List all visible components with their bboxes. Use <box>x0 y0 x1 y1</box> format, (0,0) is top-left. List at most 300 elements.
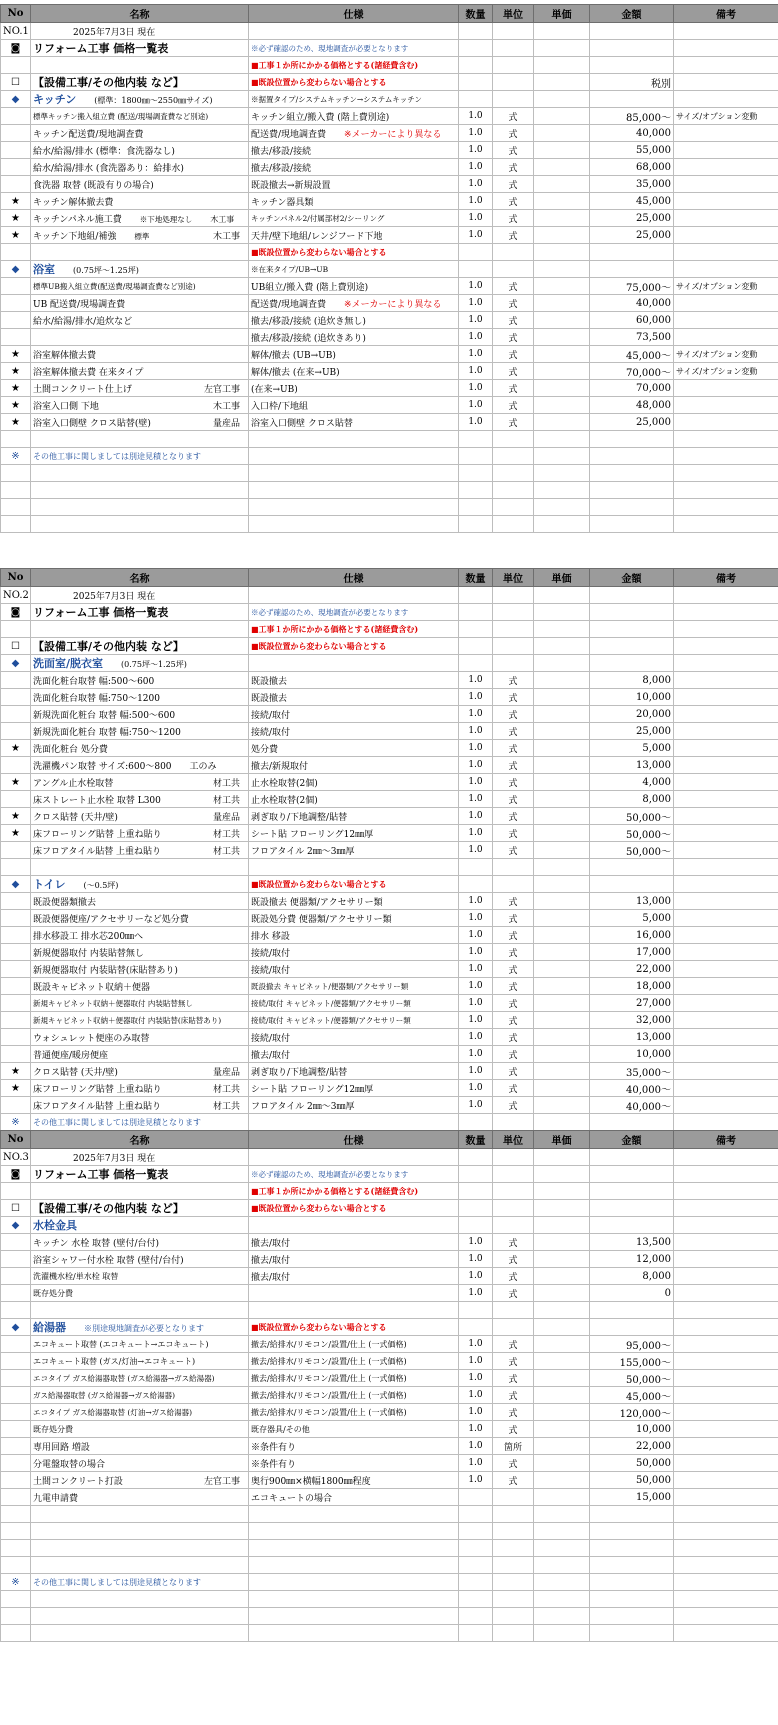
item-unit: 式 <box>493 1285 534 1302</box>
equip-label: 【設備工事/その他内装 など】 <box>31 1200 249 1217</box>
item-unit: 式 <box>493 1234 534 1251</box>
diamond-icon: ◆ <box>1 261 31 278</box>
item-spec: 入口枠/下地組 <box>249 397 459 414</box>
table-row <box>1 1063 778 1080</box>
item-qty: 1.0 <box>459 825 493 842</box>
item-qty: 1.0 <box>459 672 493 689</box>
item-qty: 1.0 <box>459 1353 493 1370</box>
item-unit: 式 <box>493 1251 534 1268</box>
item-amount: 40,000 <box>590 295 674 312</box>
item-amount: 40,000～ <box>590 1097 674 1114</box>
item-unit: 式 <box>493 1063 534 1080</box>
item-amount: 50,000 <box>590 1472 674 1489</box>
header-qty: 数量 <box>459 1131 493 1149</box>
header-no: No <box>1 5 31 23</box>
price-sheet-3 <box>0 1130 778 1642</box>
table-row <box>1 1472 778 1489</box>
item-qty: 1.0 <box>459 1370 493 1387</box>
item-name: エコタイプ ガス給湯器取替 (ガス給湯器→ガス給湯器) <box>31 1370 249 1387</box>
equip-row <box>1 74 778 91</box>
item-name: 床フロアタイル貼替 上重ね貼り 材工共 <box>31 1097 249 1114</box>
item-qty: 1.0 <box>459 757 493 774</box>
sheet-no: NO.1 <box>1 23 31 40</box>
item-amount: 13,500 <box>590 1234 674 1251</box>
table-row <box>1 346 778 363</box>
item-name: エコタイプ ガス給湯器取替 (灯油→ガス給湯器) <box>31 1404 249 1421</box>
item-unit: 式 <box>493 689 534 706</box>
item-unit: 式 <box>493 1080 534 1097</box>
item-unit: 式 <box>493 842 534 859</box>
other-note-row <box>1 1114 778 1131</box>
checkbox-icon: ☐ <box>1 74 31 91</box>
table-row <box>1 1438 778 1455</box>
header-spec: 仕様 <box>249 569 459 587</box>
item-note: サイズ/オプション変動 <box>674 278 778 295</box>
item-name: UB 配送費/現場調査費 <box>31 295 249 312</box>
item-spec: キッチンパネル2/付属部材2/シーリング <box>249 210 459 227</box>
item-qty: 1.0 <box>459 1251 493 1268</box>
section-title: 給湯器 ※別途現地調査が必要となります <box>31 1319 249 1336</box>
item-spec: 既設撤去 キャビネット/便器類/アクセサリー類 <box>249 978 459 995</box>
item-spec: (在来→UB) <box>249 380 459 397</box>
item-qty: 1.0 <box>459 791 493 808</box>
item-spec: 奥行900㎜×横幅1800㎜程度 <box>249 1472 459 1489</box>
header-note: 備考 <box>674 1131 778 1149</box>
title-row <box>1 40 778 57</box>
item-name: 標準キッチン搬入組立費 (配送/現場調査費など別途) <box>31 108 249 125</box>
item-unit: 式 <box>493 1387 534 1404</box>
item-spec: 配送費/現地調査費 ※メーカーにより異なる <box>249 295 459 312</box>
price-sheet-2 <box>0 568 778 1131</box>
item-name: クロス貼替 (天井/壁) 量産品 <box>31 1063 249 1080</box>
table-row <box>1 910 778 927</box>
equip-row <box>1 1200 778 1217</box>
table-row <box>1 397 778 414</box>
item-spec: ※条件有り <box>249 1455 459 1472</box>
item-spec: 撤去/給排水/リモコン/設置/仕上 (一式価格) <box>249 1353 459 1370</box>
diamond-icon: ◆ <box>1 876 31 893</box>
notice-survey: ※必ず確認のため、現地調査が必要となります <box>249 604 459 621</box>
item-qty: 1.0 <box>459 1438 493 1455</box>
item-unit: 式 <box>493 108 534 125</box>
section-title: 水栓金具 <box>31 1217 249 1234</box>
table-row <box>1 244 778 261</box>
item-amount: 45,000～ <box>590 346 674 363</box>
item-spec: 既設撤去→新規設置 <box>249 176 459 193</box>
item-name: 既設便器便座/アクセサリーなど処分費 <box>31 910 249 927</box>
notice-row <box>1 621 778 638</box>
item-unit: 式 <box>493 397 534 414</box>
star-icon: ★ <box>1 808 31 825</box>
item-unit: 式 <box>493 774 534 791</box>
header-no: No <box>1 1131 31 1149</box>
section-title: トイレ (～0.5坪) <box>31 876 249 893</box>
title-mark-icon: ◙ <box>1 1166 31 1183</box>
item-unit: 式 <box>493 210 534 227</box>
item-name: 専用回路 増設 <box>31 1438 249 1455</box>
item-amount: 32,000 <box>590 1012 674 1029</box>
item-spec <box>249 1285 459 1302</box>
item-amount: 13,000 <box>590 893 674 910</box>
item-amount: 50,000～ <box>590 825 674 842</box>
item-spec: 浴室入口側壁 クロス貼替 <box>249 414 459 431</box>
item-amount: 16,000 <box>590 927 674 944</box>
item-amount: 35,000 <box>590 176 674 193</box>
sheet-title: リフォーム工事 価格一覧表 <box>31 604 249 621</box>
item-name: 土間コンクリート打設 左官工事 <box>31 1472 249 1489</box>
item-name: キッチン下地組/補強 標準 木工事 <box>31 227 249 244</box>
notice-survey: ※必ず確認のため、現地調査が必要となります <box>249 1166 459 1183</box>
item-name: 分電盤取替の場合 <box>31 1455 249 1472</box>
table-row <box>1 125 778 142</box>
item-amount: 25,000 <box>590 723 674 740</box>
item-name: 洗濯機パン取替 サイズ:600～800 工のみ <box>31 757 249 774</box>
item-name: 新規洗面化粧台 取替 幅:500～600 <box>31 706 249 723</box>
table-row <box>1 723 778 740</box>
item-name: 新規キャビネット収納＋便器取付 内装貼替(床貼替あり) <box>31 1012 249 1029</box>
item-qty: 1.0 <box>459 278 493 295</box>
item-spec: 撤去/取付 <box>249 1234 459 1251</box>
item-spec: UB組立/搬入費 (階上費別途) <box>249 278 459 295</box>
header-note: 備考 <box>674 569 778 587</box>
section-spec: ※在来タイプ/UB→UB <box>249 261 459 278</box>
item-qty <box>459 1489 493 1506</box>
section-title: 浴室 (0.75坪～1.25坪) <box>31 261 249 278</box>
sheet-date: 2025年7月3日 現在 <box>31 1149 249 1166</box>
table-row <box>1 1404 778 1421</box>
item-spec: 接続/取付 <box>249 1029 459 1046</box>
item-unit: 式 <box>493 961 534 978</box>
title-row <box>1 1166 778 1183</box>
table-row <box>1 740 778 757</box>
item-qty: 1.0 <box>459 1063 493 1080</box>
item-qty: 1.0 <box>459 774 493 791</box>
table-row <box>1 414 778 431</box>
item-unit: 式 <box>493 723 534 740</box>
item-qty: 1.0 <box>459 910 493 927</box>
item-qty: 1.0 <box>459 944 493 961</box>
item-name: ガス給湯器取替 (ガス給湯器→ガス給湯器) <box>31 1387 249 1404</box>
sheet-date: 2025年7月3日 現在 <box>31 23 249 40</box>
item-amount: 73,500 <box>590 329 674 346</box>
item-unit: 式 <box>493 159 534 176</box>
item-name: エコキュート取替 (エコキュート→エコキュート) <box>31 1336 249 1353</box>
table-row <box>1 312 778 329</box>
item-qty: 1.0 <box>459 363 493 380</box>
header-unit: 単位 <box>493 5 534 23</box>
item-qty: 1.0 <box>459 193 493 210</box>
item-amount: 45,000～ <box>590 1387 674 1404</box>
table-row <box>1 1455 778 1472</box>
item-unit: 式 <box>493 176 534 193</box>
item-qty: 1.0 <box>459 927 493 944</box>
star-icon: ★ <box>1 1063 31 1080</box>
item-qty: 1.0 <box>459 978 493 995</box>
sheet-title: リフォーム工事 価格一覧表 <box>31 1166 249 1183</box>
table-row <box>1 944 778 961</box>
item-spec: キッチン器具類 <box>249 193 459 210</box>
table-row <box>1 995 778 1012</box>
item-amount: 48,000 <box>590 397 674 414</box>
header-price: 単価 <box>534 569 590 587</box>
other-note-row <box>1 448 778 465</box>
table-row <box>1 1268 778 1285</box>
item-amount: 15,000 <box>590 1489 674 1506</box>
equip-label: 【設備工事/その他内装 など】 <box>31 638 249 655</box>
item-qty: 1.0 <box>459 329 493 346</box>
table-row <box>1 978 778 995</box>
item-amount: 10,000 <box>590 1421 674 1438</box>
table-row <box>1 1489 778 1506</box>
item-unit: 式 <box>493 995 534 1012</box>
star-icon: ★ <box>1 380 31 397</box>
item-amount: 35,000～ <box>590 1063 674 1080</box>
item-spec: 剥ぎ取り/下地調整/貼替 <box>249 1063 459 1080</box>
item-unit: 式 <box>493 1421 534 1438</box>
header-name: 名称 <box>31 569 249 587</box>
table-row <box>1 757 778 774</box>
item-qty: 1.0 <box>459 210 493 227</box>
item-name: 新規便器取付 内装貼替(床貼替あり) <box>31 961 249 978</box>
item-name: 浴室シャワー付水栓 取替 (壁付/台付) <box>31 1251 249 1268</box>
tax-label: 税別 <box>590 74 674 91</box>
item-amount: 70,000 <box>590 380 674 397</box>
keep-position-note: ■既設位置から変わらない場合とする <box>249 74 459 91</box>
item-qty: 1.0 <box>459 995 493 1012</box>
item-qty: 1.0 <box>459 1285 493 1302</box>
item-qty: 1.0 <box>459 961 493 978</box>
section-title: 洗面室/脱衣室 (0.75坪～1.25坪) <box>31 655 249 672</box>
item-qty: 1.0 <box>459 1268 493 1285</box>
item-name: 新規キャビネット収納＋便器取付 内装貼替無し <box>31 995 249 1012</box>
item-amount: 18,000 <box>590 978 674 995</box>
item-spec: 止水栓取替(2個) <box>249 774 459 791</box>
star-icon: ★ <box>1 346 31 363</box>
notice-row <box>1 57 778 74</box>
item-amount: 5,000 <box>590 910 674 927</box>
item-spec: ※条件有り <box>249 1438 459 1455</box>
table-row <box>1 825 778 842</box>
item-name <box>31 329 249 346</box>
reference-mark-icon: ※ <box>1 1114 31 1131</box>
section-bath <box>1 261 778 278</box>
other-note: その他工事に関しましては別途見積となります <box>31 448 249 465</box>
item-spec: 配送費/現地調査費 ※メーカーにより異なる <box>249 125 459 142</box>
table-row <box>1 1012 778 1029</box>
item-name: 床ストレート止水栓 取替 L300 材工共 <box>31 791 249 808</box>
diamond-icon: ◆ <box>1 91 31 108</box>
sheet-title: リフォーム工事 価格一覧表 <box>31 40 249 57</box>
item-qty: 1.0 <box>459 380 493 397</box>
item-amount: 13,000 <box>590 1029 674 1046</box>
item-unit: 式 <box>493 893 534 910</box>
item-amount: 40,000 <box>590 125 674 142</box>
table-row <box>1 1353 778 1370</box>
header-row <box>1 1131 778 1149</box>
item-unit: 式 <box>493 791 534 808</box>
item-amount: 0 <box>590 1285 674 1302</box>
notice-price: ■工事１か所にかかる価格とする(諸経費含む) <box>249 57 459 74</box>
item-qty: 1.0 <box>459 227 493 244</box>
item-name: エコキュート取替 (ガス/灯油→エコキュート) <box>31 1353 249 1370</box>
diamond-icon: ◆ <box>1 1217 31 1234</box>
item-unit: 式 <box>493 910 534 927</box>
sheet-no-row <box>1 587 778 604</box>
item-spec: 天井/壁下地組/レンジフード下地 <box>249 227 459 244</box>
item-unit: 式 <box>493 363 534 380</box>
item-spec: 既設撤去 便器類/アクセサリー類 <box>249 893 459 910</box>
price-sheet-1 <box>0 4 778 533</box>
star-icon: ★ <box>1 825 31 842</box>
item-unit: 式 <box>493 1029 534 1046</box>
table-row <box>1 791 778 808</box>
star-icon: ★ <box>1 193 31 210</box>
item-spec: 接続/取付 <box>249 706 459 723</box>
title-row <box>1 604 778 621</box>
header-price: 単価 <box>534 1131 590 1149</box>
item-qty: 1.0 <box>459 159 493 176</box>
item-name: 標準UB搬入組立費(配送費/現場調査費など別途) <box>31 278 249 295</box>
header-row <box>1 569 778 587</box>
item-amount: 22,000 <box>590 961 674 978</box>
table-row <box>1 774 778 791</box>
item-amount: 8,000 <box>590 672 674 689</box>
item-spec: 既設処分費 便器類/アクセサリー類 <box>249 910 459 927</box>
other-note: その他工事に関しましては別途見積となります <box>31 1574 249 1591</box>
item-qty: 1.0 <box>459 1472 493 1489</box>
header-note: 備考 <box>674 5 778 23</box>
item-spec: 撤去/移設/接続 <box>249 159 459 176</box>
item-spec: 接続/取付 <box>249 944 459 961</box>
item-amount: 20,000 <box>590 706 674 723</box>
item-unit: 式 <box>493 414 534 431</box>
item-note: サイズ/オプション変動 <box>674 108 778 125</box>
item-qty: 1.0 <box>459 723 493 740</box>
item-amount: 155,000～ <box>590 1353 674 1370</box>
table-row <box>1 1285 778 1302</box>
item-unit: 式 <box>493 1404 534 1421</box>
star-icon: ★ <box>1 1080 31 1097</box>
item-name: アングル止水栓取替 材工共 <box>31 774 249 791</box>
item-unit: 式 <box>493 1012 534 1029</box>
table-row <box>1 278 778 295</box>
item-name: 浴室入口側壁 クロス貼替(壁) 量産品 <box>31 414 249 431</box>
item-spec: シート貼 フローリング12㎜厚 <box>249 825 459 842</box>
item-name: キッチン 水栓 取替 (壁付/台付) <box>31 1234 249 1251</box>
item-name: 給水/給湯/排水 (標準：食洗器なし) <box>31 142 249 159</box>
item-name: キッチン解体撤去費 <box>31 193 249 210</box>
item-name: 新規便器取付 内装貼替無し <box>31 944 249 961</box>
sheet-date: 2025年7月3日 現在 <box>31 587 249 604</box>
header-row <box>1 5 778 23</box>
notice-row <box>1 1183 778 1200</box>
sheet-no: NO.2 <box>1 587 31 604</box>
item-qty: 1.0 <box>459 1336 493 1353</box>
item-spec: 解体/撤去 (在来→UB) <box>249 363 459 380</box>
item-amount: 120,000～ <box>590 1404 674 1421</box>
item-spec: 処分費 <box>249 740 459 757</box>
item-qty: 1.0 <box>459 1080 493 1097</box>
table-row <box>1 1421 778 1438</box>
item-amount: 17,000 <box>590 944 674 961</box>
star-icon: ★ <box>1 227 31 244</box>
item-spec: 接続/取付 <box>249 961 459 978</box>
item-unit: 式 <box>493 706 534 723</box>
item-spec: 撤去/新規取付 <box>249 757 459 774</box>
table-row <box>1 329 778 346</box>
table-row <box>1 142 778 159</box>
item-spec: 接続/取付 キャビネット/便器類/アクセサリー類 <box>249 1012 459 1029</box>
item-unit: 式 <box>493 125 534 142</box>
checkbox-icon: ☐ <box>1 638 31 655</box>
item-unit: 式 <box>493 808 534 825</box>
item-name: 給水/給湯/排水 (食洗器あり：給排水) <box>31 159 249 176</box>
item-qty: 1.0 <box>459 706 493 723</box>
item-unit: 式 <box>493 825 534 842</box>
item-amount: 27,000 <box>590 995 674 1012</box>
table-row <box>1 210 778 227</box>
item-spec: 撤去/移設/接続 <box>249 142 459 159</box>
item-spec: 既設撤去 <box>249 672 459 689</box>
item-qty: 1.0 <box>459 1029 493 1046</box>
item-amount: 12,000 <box>590 1251 674 1268</box>
other-note: その他工事に関しましては別途見積となります <box>31 1114 249 1131</box>
item-qty: 1.0 <box>459 125 493 142</box>
item-amount: 25,000 <box>590 210 674 227</box>
item-spec: 撤去/取付 <box>249 1268 459 1285</box>
item-spec: 撤去/取付 <box>249 1251 459 1268</box>
table-row <box>1 176 778 193</box>
item-unit: 式 <box>493 1046 534 1063</box>
table-row <box>1 1387 778 1404</box>
item-name: 新規洗面化粧台 取替 幅:750～1200 <box>31 723 249 740</box>
sheet-no-row <box>1 1149 778 1166</box>
section-spec: ※据置タイプ/システムキッチン→システムキッチン <box>249 91 459 108</box>
table-row <box>1 1234 778 1251</box>
item-spec: 接続/取付 キャビネット/便器類/アクセサリー類 <box>249 995 459 1012</box>
item-qty: 1.0 <box>459 397 493 414</box>
item-name: 既存処分費 <box>31 1421 249 1438</box>
table-row <box>1 808 778 825</box>
item-qty: 1.0 <box>459 808 493 825</box>
notice-price: ■工事１か所にかかる価格とする(諸経費含む) <box>249 1183 459 1200</box>
item-name: 床フローリング貼替 上重ね貼り 材工共 <box>31 1080 249 1097</box>
header-amount: 金額 <box>590 569 674 587</box>
table-row <box>1 295 778 312</box>
table-row <box>1 1080 778 1097</box>
table-row <box>1 159 778 176</box>
item-qty: 1.0 <box>459 1455 493 1472</box>
item-name: 床フロアタイル貼替 上重ね貼り 材工共 <box>31 842 249 859</box>
other-note-row <box>1 1574 778 1591</box>
table-row <box>1 1370 778 1387</box>
item-unit: 式 <box>493 1353 534 1370</box>
item-spec: 止水栓取替(2個) <box>249 791 459 808</box>
item-unit: 式 <box>493 1370 534 1387</box>
item-name: 食洗器 取替 (既設有りの場合) <box>31 176 249 193</box>
item-qty: 1.0 <box>459 142 493 159</box>
keep-position-note: ■既設位置から変わらない場合とする <box>249 1319 459 1336</box>
table-row <box>1 927 778 944</box>
item-spec: シート貼 フローリング12㎜厚 <box>249 1080 459 1097</box>
item-spec: 撤去/移設/接続 (追炊きあり) <box>249 329 459 346</box>
item-amount: 8,000 <box>590 791 674 808</box>
keep-position-note: ■既設位置から変わらない場合とする <box>249 638 459 655</box>
item-spec: 既設撤去 <box>249 689 459 706</box>
item-qty: 1.0 <box>459 1234 493 1251</box>
table-row <box>1 961 778 978</box>
item-qty: 1.0 <box>459 1012 493 1029</box>
